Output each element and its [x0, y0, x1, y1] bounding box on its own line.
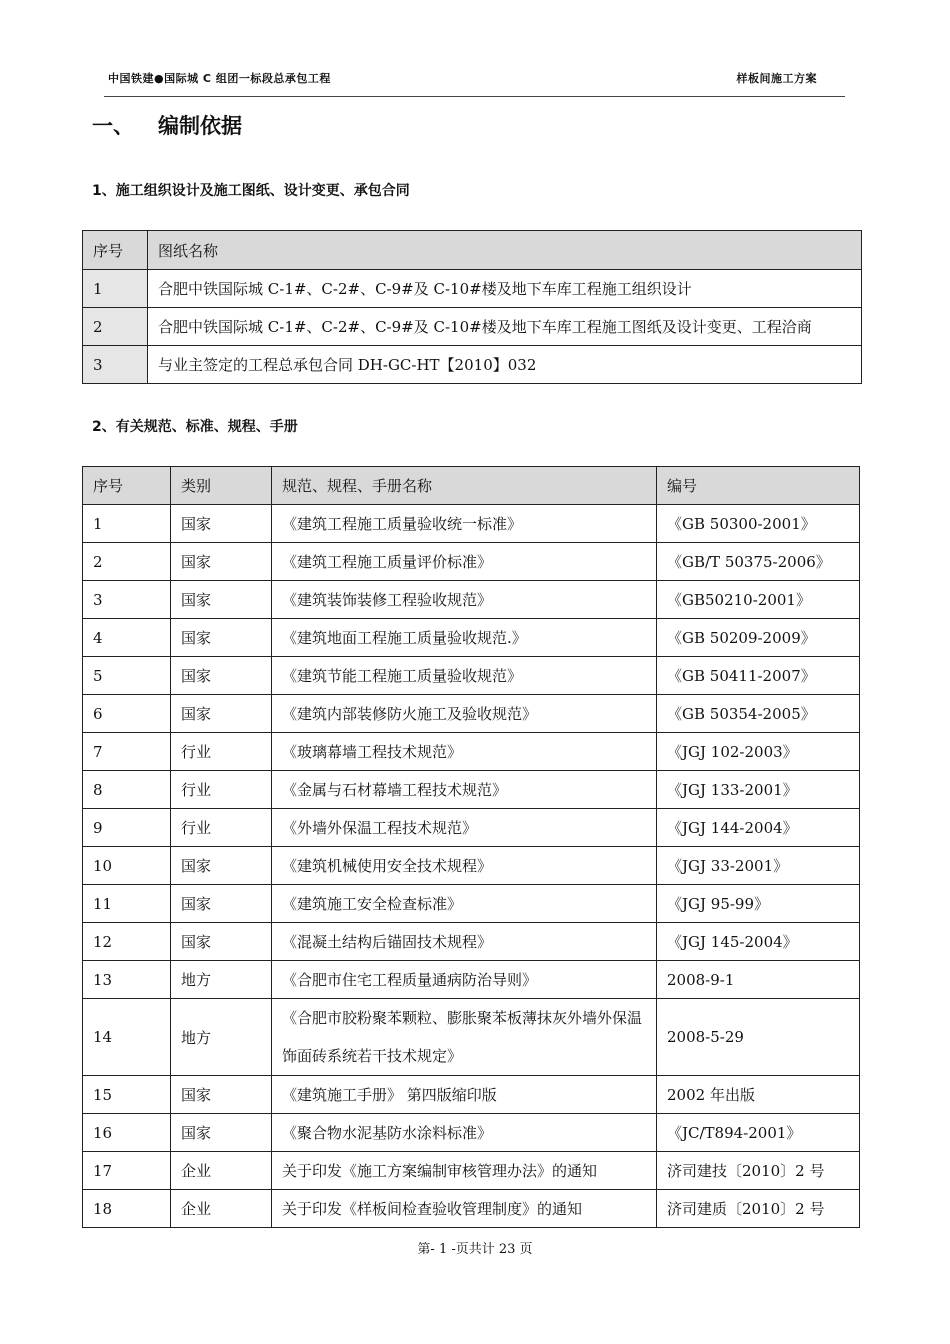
- cell-standard-name: 《建筑工程施工质量评价标准》: [272, 543, 657, 581]
- cell-index: 5: [83, 657, 171, 695]
- col-header-category: 类别: [171, 467, 272, 505]
- drawings-table: [82, 230, 862, 384]
- table-row: [83, 809, 860, 847]
- cell-standard-name: 《聚合物水泥基防水涂料标准》: [272, 1114, 657, 1152]
- cell-index: 3: [83, 581, 171, 619]
- header-project-name: 中国铁建●国际城 C 组团一标段总承包工程: [108, 72, 331, 85]
- cell-standard-name: 《金属与石材幕墙工程技术规范》: [272, 771, 657, 809]
- cell-standard-name: 《玻璃幕墙工程技术规范》: [272, 733, 657, 771]
- cell-drawing-name: 与业主签定的工程总承包合同 DH-GC-HT【2010】032: [148, 346, 862, 384]
- cell-code: 《JGJ 95-99》: [657, 885, 860, 923]
- cell-category: 行业: [171, 733, 272, 771]
- cell-category: 国家: [171, 543, 272, 581]
- cell-index: 13: [83, 961, 171, 999]
- cell-code: 《GB 50300-2001》: [657, 505, 860, 543]
- cell-standard-name: 《外墙外保温工程技术规范》: [272, 809, 657, 847]
- cell-category: 国家: [171, 695, 272, 733]
- cell-code: 《JGJ 102-2003》: [657, 733, 860, 771]
- cell-standard-name: 《混凝土结构后锚固技术规程》: [272, 923, 657, 961]
- table-row: [83, 695, 860, 733]
- cell-code: 《JGJ 144-2004》: [657, 809, 860, 847]
- cell-index: 3: [83, 346, 148, 384]
- standards-table: [82, 466, 860, 1228]
- cell-standard-name: 《建筑地面工程施工质量验收规范.》: [272, 619, 657, 657]
- table-row: [83, 308, 862, 346]
- table-row: [83, 1152, 860, 1190]
- cell-standard-name: 《建筑节能工程施工质量验收规范》: [272, 657, 657, 695]
- section-number: 一、: [92, 114, 134, 138]
- cell-standard-name: 关于印发《样板间检查验收管理制度》的通知: [272, 1190, 657, 1228]
- cell-index: 16: [83, 1114, 171, 1152]
- cell-code: 《JGJ 133-2001》: [657, 771, 860, 809]
- cell-code: 《GB 50209-2009》: [657, 619, 860, 657]
- cell-code: 《JC/T894-2001》: [657, 1114, 860, 1152]
- table-row: [83, 885, 860, 923]
- cell-standard-name: 《合肥市住宅工程质量通病防治导则》: [272, 961, 657, 999]
- cell-drawing-name: 合肥中铁国际城 C-1#、C-2#、C-9#及 C-10#楼及地下车库工程施工图纸及设计变更、工程洽商: [148, 308, 862, 346]
- table-row: [83, 270, 862, 308]
- table-row: [83, 505, 860, 543]
- cell-category: 国家: [171, 1076, 272, 1114]
- cell-code: 济司建质〔2010〕2 号: [657, 1190, 860, 1228]
- cell-index: 18: [83, 1190, 171, 1228]
- cell-code: 《GB/T 50375-2006》: [657, 543, 860, 581]
- col-header-standard-name: 规范、规程、手册名称: [272, 467, 657, 505]
- header-divider: [104, 96, 845, 97]
- cell-standard-name: 《建筑机械使用安全技术规程》: [272, 847, 657, 885]
- cell-standard-name: 《建筑施工安全检查标准》: [272, 885, 657, 923]
- section-heading: [92, 110, 242, 140]
- cell-index: 4: [83, 619, 171, 657]
- table-row: [83, 1190, 860, 1228]
- table-header-row: [83, 467, 860, 505]
- table-row: [83, 733, 860, 771]
- cell-category: 国家: [171, 1114, 272, 1152]
- cell-standard-name: 《建筑内部装修防火施工及验收规范》: [272, 695, 657, 733]
- cell-code: 《GB 50354-2005》: [657, 695, 860, 733]
- table-header-row: [83, 231, 862, 270]
- cell-code: 《JGJ 33-2001》: [657, 847, 860, 885]
- cell-category: 国家: [171, 847, 272, 885]
- cell-standard-name: 《建筑工程施工质量验收统一标准》: [272, 505, 657, 543]
- cell-standard-name: 《建筑装饰装修工程验收规范》: [272, 581, 657, 619]
- cell-index: 11: [83, 885, 171, 923]
- table-row: [83, 657, 860, 695]
- page-footer: 第- 1 -页共计 23 页: [417, 1242, 533, 1257]
- cell-code: 《GB50210-2001》: [657, 581, 860, 619]
- table-row: [83, 1076, 860, 1114]
- cell-code: 《GB 50411-2007》: [657, 657, 860, 695]
- table-row: [83, 346, 862, 384]
- cell-category: 地方: [171, 999, 272, 1076]
- table-row: [83, 961, 860, 999]
- cell-index: 1: [83, 270, 148, 308]
- cell-category: 国家: [171, 619, 272, 657]
- cell-standard-name: 《建筑施工手册》 第四版缩印版: [272, 1076, 657, 1114]
- col-header-index: 序号: [83, 231, 148, 270]
- cell-index: 17: [83, 1152, 171, 1190]
- col-header-drawing-name: 图纸名称: [148, 231, 862, 270]
- table-row: [83, 543, 860, 581]
- cell-index: 2: [83, 308, 148, 346]
- cell-index: 9: [83, 809, 171, 847]
- table-row: [83, 1114, 860, 1152]
- cell-category: 企业: [171, 1190, 272, 1228]
- cell-category: 国家: [171, 885, 272, 923]
- cell-code: 《JGJ 145-2004》: [657, 923, 860, 961]
- table-row: [83, 923, 860, 961]
- col-header-index: 序号: [83, 467, 171, 505]
- section-title: 编制依据: [158, 114, 242, 138]
- table-row: [83, 771, 860, 809]
- cell-index: 6: [83, 695, 171, 733]
- cell-index: 14: [83, 999, 171, 1076]
- cell-standard-name: 关于印发《施工方案编制审核管理办法》的通知: [272, 1152, 657, 1190]
- subsection-2-title: 2、有关规范、标准、规程、手册: [92, 419, 298, 435]
- cell-category: 行业: [171, 809, 272, 847]
- col-header-code: 编号: [657, 467, 860, 505]
- cell-index: 10: [83, 847, 171, 885]
- cell-code: 2008-9-1: [657, 961, 860, 999]
- cell-category: 地方: [171, 961, 272, 999]
- cell-category: 行业: [171, 771, 272, 809]
- table-row: [83, 581, 860, 619]
- cell-category: 国家: [171, 581, 272, 619]
- cell-standard-name: 《合肥市胶粉聚苯颗粒、膨胀聚苯板薄抹灰外墙外保温饰面砖系统若干技术规定》: [272, 999, 657, 1076]
- cell-code: 济司建技〔2010〕2 号: [657, 1152, 860, 1190]
- cell-index: 12: [83, 923, 171, 961]
- table-row: [83, 999, 860, 1076]
- header-document-title: 样板间施工方案: [736, 72, 817, 85]
- cell-drawing-name: 合肥中铁国际城 C-1#、C-2#、C-9#及 C-10#楼及地下车库工程施工组织设计: [148, 270, 862, 308]
- table-row: [83, 847, 860, 885]
- cell-index: 2: [83, 543, 171, 581]
- cell-code: 2008-5-29: [657, 999, 860, 1076]
- cell-code: 2002 年出版: [657, 1076, 860, 1114]
- cell-category: 企业: [171, 1152, 272, 1190]
- table-row: [83, 619, 860, 657]
- subsection-1-title: 1、施工组织设计及施工图纸、设计变更、承包合同: [92, 183, 410, 199]
- cell-index: 7: [83, 733, 171, 771]
- cell-category: 国家: [171, 923, 272, 961]
- cell-category: 国家: [171, 657, 272, 695]
- cell-index: 1: [83, 505, 171, 543]
- cell-index: 8: [83, 771, 171, 809]
- cell-index: 15: [83, 1076, 171, 1114]
- cell-category: 国家: [171, 505, 272, 543]
